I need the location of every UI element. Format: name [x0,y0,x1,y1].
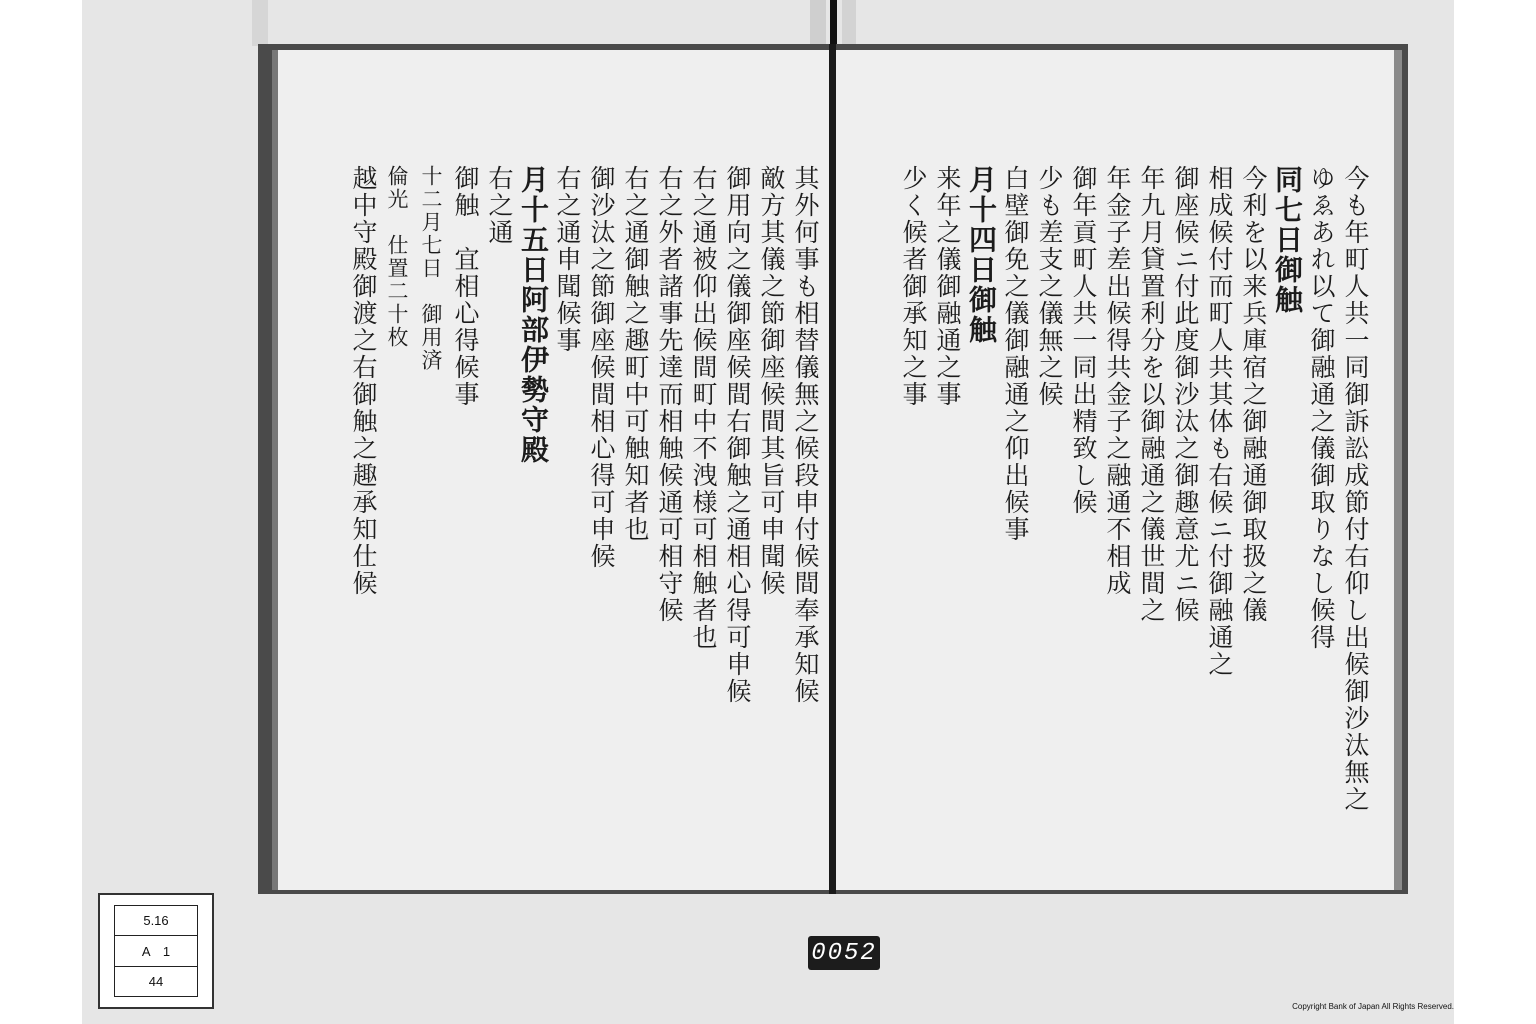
binding-thread [810,0,826,44]
left-page [272,50,836,890]
text-column: 御触 宜相心得候事 [451,165,480,408]
text-column: 右之外者諸事先達而相触候通可相守候 [655,165,684,624]
text-column: 右之通被仰出候間町中不洩様可相触者也 [689,165,718,651]
text-column: 月十四日御触 [965,165,998,345]
right-page [836,50,1402,890]
text-column: 倫光 仕置二十枚 [385,165,409,349]
text-column: ゆゑあれ以て御融通之儀御取りなし候得 [1307,165,1336,651]
text-column: 年九月貸置利分を以御融通之儀世間之 [1137,165,1166,624]
text-column: 相成候付而町人共其体も右候ニ付御融通之 [1205,165,1234,678]
right-page-text [896,165,1372,865]
text-column: 年金子差出候得共金子之融通不相成 [1103,165,1132,597]
archive-label-row: 44 [148,973,164,989]
binding-thread [842,0,856,44]
text-column: 今利を以来兵庫宿之御融通御取扱之儀 [1239,165,1268,624]
archive-label-row: A 1 [115,936,197,966]
archive-label-row: 5.16 [115,906,197,936]
frame-number: 0052 [808,936,880,970]
text-column: 御用向之儀御座候間右御触之通相心得可申候 [723,165,752,705]
text-column: 同七日御触 [1271,165,1304,315]
text-column: 白壁御免之儀御融通之仰出候事 [1001,165,1030,543]
text-column: 越中守殿御渡之右御触之趣承知仕候 [349,165,378,597]
text-column: 其外何事も相替儀無之候段申付候間奉承知候 [791,165,820,705]
copyright-notice: Copyright Bank of Japan All Rights Reserved. [1292,1002,1454,1011]
text-column: 敵方其儀之節御座候間其旨可申聞候 [757,165,786,597]
text-column: 少も差支之儀無之候 [1035,165,1064,408]
text-column: 右之通申聞候事 [553,165,582,354]
book-spine [829,44,836,894]
text-column: 御座候ニ付此度御沙汰之御趣意尤ニ候 [1171,165,1200,624]
archive-label-grid [114,905,198,997]
text-column: 月十五日阿部伊勢守殿 [517,165,550,465]
archive-label [98,893,214,1009]
left-page-text [346,165,822,865]
text-column: 御沙汰之節御座候間相心得可申候 [587,165,616,570]
text-column: 少く候者御承知之事 [899,165,928,408]
text-column: 御年貢町人共一同出精致し候 [1069,165,1098,516]
binding-thread [252,0,268,46]
text-column: 右之通 [485,165,514,246]
text-column: 今も年町人共一同御訴訟成節付右仰し出候御沙汰無之 [1341,165,1370,813]
text-column: 来年之儀御融通之事 [933,165,962,408]
text-column: 十二月七日 御用済 [419,165,443,372]
binding-thread [830,0,837,48]
text-column: 右之通御触之趣町中可触知者也 [621,165,650,543]
